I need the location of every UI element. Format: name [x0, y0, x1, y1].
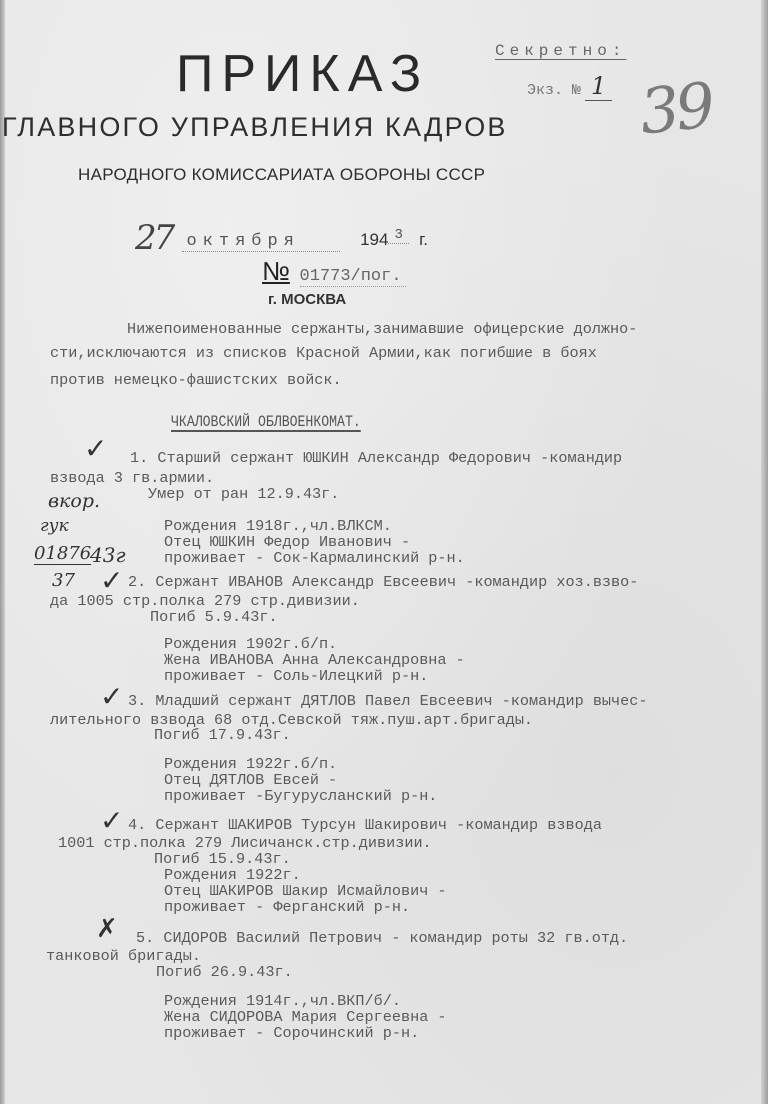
date-year-prefix: 194	[360, 230, 389, 249]
margin-note: вкор.	[48, 490, 101, 512]
date-day: 27	[135, 218, 173, 258]
intro-line-1: Нижепоименованные сержанты,занимавшие офицерские должно-	[127, 320, 638, 338]
entry-relative: Отец ШАКИРОВ Шакир Исмайлович -	[164, 882, 447, 900]
entry-line-1: 4. Сержант ШАКИРОВ Турсун Шакирович -командир взвода	[128, 816, 602, 834]
checkmark-icon: ✓	[100, 680, 124, 713]
copy-number	[527, 72, 612, 100]
margin-note: 01876	[34, 543, 92, 564]
entry-line-2: 1001 стр.полка 279 Лисичанск.стр.дивизии.	[58, 834, 432, 852]
margin-note: 37	[52, 570, 75, 591]
entry-residence: проживает -Бугурусланский р-н.	[164, 787, 438, 805]
entry-line-1: 2. Сержант ИВАНОВ Александр Евсеевич -командир хоз.взво-	[128, 573, 639, 591]
military-office-heading: ЧКАЛОВСКИЙ ОБЛВОЕНКОМАТ.	[171, 413, 361, 431]
entry-birth: Рождения 1914г.,чл.ВКП/б/.	[164, 992, 401, 1010]
date-year-unit: г.	[419, 230, 428, 249]
number-sign: №	[262, 256, 290, 286]
intro-line-3: против немецко-фашистских войск.	[50, 371, 342, 389]
document-title: ПРИКАЗ	[176, 45, 430, 103]
checkmark-icon: ✓	[100, 564, 124, 597]
entry-line-1: 5. СИДОРОВ Василий Петрович - командир роты 32 гв.отд.	[136, 929, 629, 947]
entry-death: Погиб 26.9.43г.	[156, 963, 293, 981]
page-left-edge	[0, 0, 5, 1104]
entry-birth: Рождения 1902г.б/п.	[164, 635, 338, 653]
entry-relative: Отец ДЯТЛОВ Евсей -	[164, 771, 338, 789]
margin-note: гук	[40, 516, 69, 536]
checkmark-icon: ✓	[100, 804, 124, 837]
entry-relative: Жена СИДОРОВА Мария Сергеевна -	[164, 1008, 447, 1026]
entry-line-1: 3. Младший сержант ДЯТЛОВ Павел Евсеевич -командир вычеc-	[128, 692, 648, 710]
entry-line-2: взвода 3 гв.армии.	[50, 469, 215, 487]
entry-birth: Рождения 1918г.,чл.ВЛКСМ.	[164, 517, 392, 535]
organization-name: НАРОДНОГО КОМИССАРИАТА ОБОРОНЫ СССР	[78, 165, 486, 184]
entry-death: Погиб 17.9.43г.	[154, 726, 291, 744]
entry-relative: Жена ИВАНОВА Анна Александровна -	[164, 651, 465, 669]
entry-residence: проживает - Сок-Кармалинский р-н.	[164, 549, 465, 567]
page-right-edge	[761, 0, 768, 1104]
classification-stamp: Секретно:	[495, 42, 627, 60]
entry-residence: проживает - Сорочинский р-н.	[164, 1024, 420, 1042]
entry-line-1: 1. Старший сержант ЮШКИН Александр Федорович -командир	[130, 449, 623, 467]
entry-death: Погиб 5.9.43г.	[150, 608, 278, 626]
entry-birth: Рождения 1922г.	[164, 866, 301, 884]
entry-line-2: лительного взвода 68 отд.Севской тяж.пуш.арт.бригады.	[50, 711, 534, 729]
handwritten-page-number: 39	[636, 68, 715, 149]
entry-line-2: танковой бригады.	[46, 947, 201, 965]
copy-label: Экз. №	[527, 82, 582, 99]
margin-note: 43г	[90, 543, 126, 567]
copy-number-value: 1	[585, 72, 612, 101]
date-month: октября	[182, 232, 339, 252]
entry-residence: проживает - Ферганский р-н.	[164, 898, 411, 916]
date-year-suffix: 3	[388, 227, 408, 244]
order-number	[262, 256, 406, 287]
entry-birth: Рождения 1922г.б/п.	[164, 755, 338, 773]
entry-death: Умер от ран 12.9.43г.	[148, 485, 340, 503]
entry-residence: проживает - Соль-Илецкий р-н.	[164, 667, 429, 685]
document-subtitle: ГЛАВНОГО УПРАВЛЕНИЯ КАДРОВ	[2, 112, 508, 142]
order-number-value: 01773/пог.	[300, 267, 406, 287]
entry-line-2: да 1005 стр.полка 279 стр.дивизии.	[50, 592, 360, 610]
intro-line-2: сти,исключаются из списков Красной Армии,как погибшие в боях	[50, 344, 597, 362]
order-date	[135, 214, 428, 258]
crossed-check-icon: ✗	[96, 914, 118, 944]
checkmark-icon: ✓	[84, 432, 108, 465]
entry-relative: Отец ЮШКИН Федор Иванович -	[164, 533, 411, 551]
entry-death: Погиб 15.9.43г.	[154, 850, 291, 868]
order-city: г. МОСКВА	[268, 291, 347, 308]
